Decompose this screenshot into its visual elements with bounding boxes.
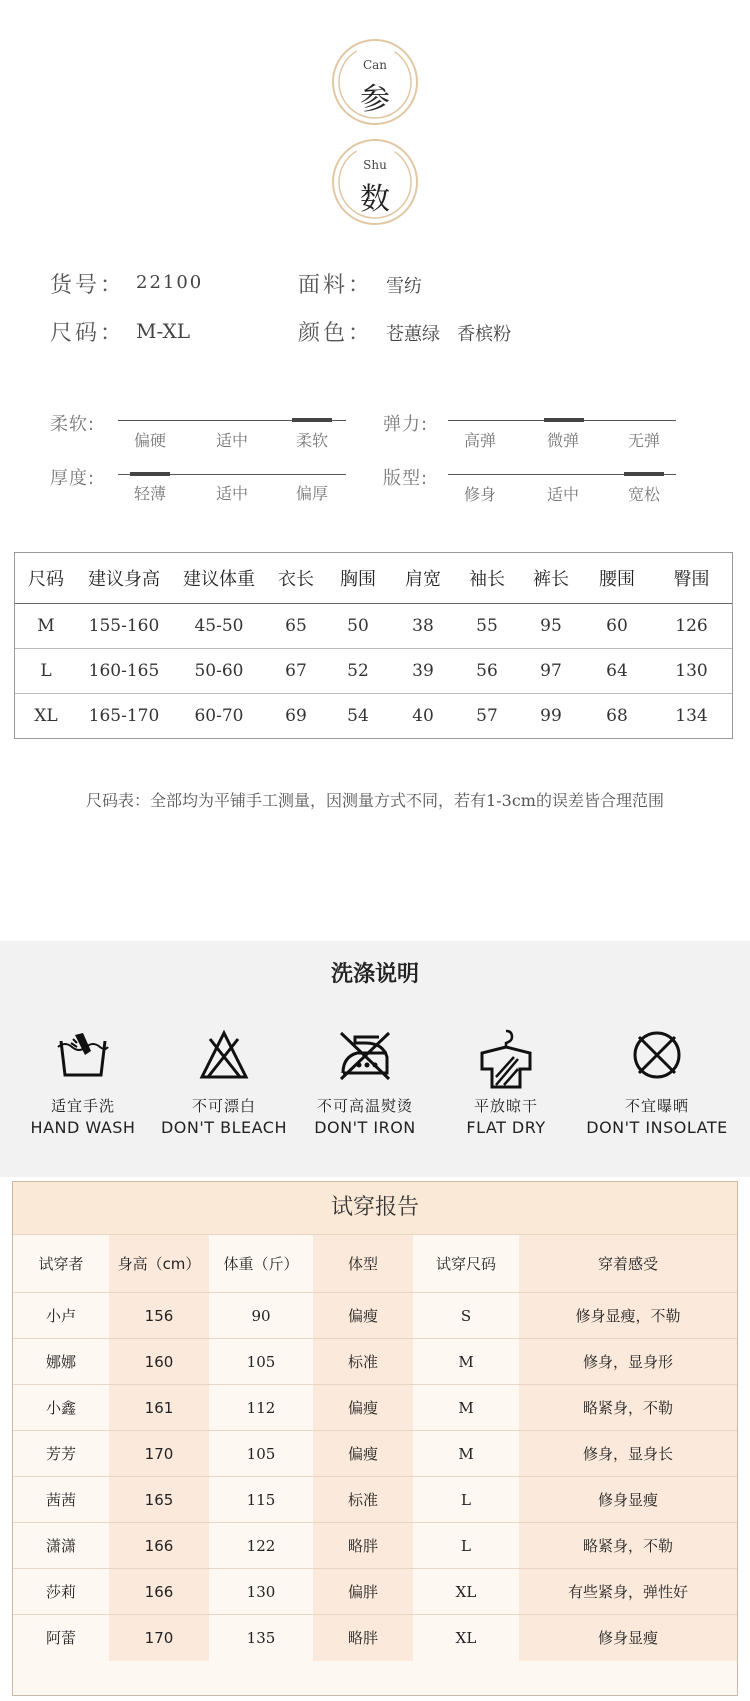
report-cell: 修身，显身长 bbox=[519, 1431, 737, 1477]
report-cell: 122 bbox=[209, 1523, 313, 1569]
fabric-label: 面料： bbox=[298, 273, 374, 298]
wash-zh-hand-wash: 适宜手洗 bbox=[50, 1097, 115, 1115]
size-cell: 97 bbox=[519, 648, 583, 693]
fit-marker bbox=[624, 472, 664, 476]
report-row bbox=[13, 1477, 737, 1523]
report-cell: M bbox=[413, 1339, 519, 1385]
report-header: 体重（斤） bbox=[209, 1235, 313, 1293]
size-header: 肩宽 bbox=[391, 553, 455, 603]
size-cell: 155-160 bbox=[88, 615, 160, 636]
report-cell: 165 bbox=[109, 1477, 209, 1523]
size-cell: 57 bbox=[455, 693, 519, 738]
report-row bbox=[13, 1569, 737, 1615]
badge-can-en: Can bbox=[362, 58, 388, 72]
wash-en-no-bleach: DON'T BLEACH bbox=[160, 1118, 287, 1137]
report-cell: 莎莉 bbox=[13, 1569, 109, 1615]
report-cell: 170 bbox=[109, 1431, 209, 1477]
no-iron-icon bbox=[335, 1029, 395, 1081]
report-cell: M bbox=[413, 1385, 519, 1431]
wash-item-hand-wash bbox=[8, 1029, 158, 1137]
size-cell: 54 bbox=[325, 693, 391, 738]
thickness-option-1: 轻薄 bbox=[133, 484, 166, 503]
report-cell: 小卢 bbox=[13, 1293, 109, 1339]
report-cell: 130 bbox=[209, 1569, 313, 1615]
size-cell: XL bbox=[15, 693, 77, 738]
report-cell: 略胖 bbox=[313, 1615, 413, 1661]
badge-shu-en: Shu bbox=[363, 158, 387, 172]
size-cell: 95 bbox=[540, 615, 562, 636]
report-cell: 略胖 bbox=[313, 1523, 413, 1569]
report-cell: 161 bbox=[109, 1385, 209, 1431]
report-cell: 修身显瘦 bbox=[519, 1477, 737, 1523]
size-header: 建议身高 bbox=[77, 553, 171, 603]
thickness-option-2: 适中 bbox=[215, 484, 248, 503]
size-cell: 50 bbox=[347, 615, 369, 636]
size-cell: 126 bbox=[675, 615, 708, 636]
report-cell: 105 bbox=[209, 1339, 313, 1385]
size-table-row bbox=[15, 603, 732, 648]
size-cell: 38 bbox=[412, 615, 434, 636]
size-cell: 60 bbox=[606, 615, 628, 636]
report-cell: 标准 bbox=[313, 1339, 413, 1385]
size-cell: 130 bbox=[651, 648, 732, 693]
badge-can bbox=[331, 38, 419, 126]
color-label: 颜色： bbox=[298, 321, 374, 346]
report-header: 体型 bbox=[313, 1235, 413, 1293]
hand-wash-icon bbox=[55, 1029, 111, 1081]
size-cell: 55 bbox=[476, 615, 498, 636]
softness-option-1: 偏硬 bbox=[133, 431, 166, 450]
wash-item-flat-dry bbox=[431, 1029, 581, 1137]
report-row bbox=[13, 1339, 737, 1385]
size-cell: 60-70 bbox=[171, 693, 267, 738]
report-cell: 偏瘦 bbox=[313, 1293, 413, 1339]
softness-option-2: 适中 bbox=[215, 431, 248, 450]
report-title: 试穿报告 bbox=[13, 1182, 737, 1234]
softness-option-3: 柔软 bbox=[295, 431, 328, 450]
try-on-report bbox=[12, 1181, 738, 1696]
badge-can-zh: 参 bbox=[360, 82, 390, 117]
elasticity-label: 弹力: bbox=[383, 414, 429, 435]
no-sun-icon bbox=[629, 1029, 685, 1081]
size-cell: 52 bbox=[325, 648, 391, 693]
report-cell: 160 bbox=[109, 1339, 209, 1385]
report-cell: 166 bbox=[109, 1523, 209, 1569]
report-cell: 略紧身，不勒 bbox=[519, 1385, 737, 1431]
report-cell: 茜茜 bbox=[13, 1477, 109, 1523]
elasticity-marker bbox=[544, 418, 584, 422]
size-cell: 45-50 bbox=[194, 615, 244, 636]
size-header: 尺码 bbox=[15, 553, 77, 603]
report-cell: 115 bbox=[209, 1477, 313, 1523]
size-cell: 165-170 bbox=[77, 693, 171, 738]
fit-option-1: 修身 bbox=[463, 485, 496, 504]
elasticity-option-2: 微弹 bbox=[546, 431, 579, 450]
report-cell: 芳芳 bbox=[13, 1431, 109, 1477]
report-header: 试穿尺码 bbox=[413, 1235, 519, 1293]
report-row bbox=[13, 1431, 737, 1477]
wash-zh-no-sun: 不宜曝晒 bbox=[624, 1097, 689, 1115]
size-header: 衣长 bbox=[267, 553, 325, 603]
softness-marker bbox=[292, 418, 332, 422]
wash-en-hand-wash: HAND WASH bbox=[30, 1118, 136, 1137]
size-cell: 68 bbox=[583, 693, 651, 738]
report-cell: 偏胖 bbox=[313, 1569, 413, 1615]
report-cell: 112 bbox=[209, 1385, 313, 1431]
size-header: 裤长 bbox=[519, 553, 583, 603]
report-header: 穿着感受 bbox=[519, 1235, 737, 1293]
size-cell: 69 bbox=[267, 693, 325, 738]
thickness-option-3: 偏厚 bbox=[295, 484, 328, 503]
item-no-value: 22100 bbox=[136, 272, 204, 293]
report-cell: 90 bbox=[209, 1293, 313, 1339]
report-cell: L bbox=[413, 1477, 519, 1523]
size-header: 臀围 bbox=[651, 553, 732, 603]
report-cell: 阿蕾 bbox=[13, 1615, 109, 1661]
elasticity-option-3: 无弹 bbox=[627, 431, 660, 450]
fabric-value: 雪纺 bbox=[386, 276, 422, 297]
size-header: 袖长 bbox=[455, 553, 519, 603]
report-cell: M bbox=[413, 1431, 519, 1477]
report-cell: XL bbox=[413, 1615, 519, 1661]
size-cell: 99 bbox=[519, 693, 583, 738]
size-cell: 67 bbox=[267, 648, 325, 693]
report-header: 试穿者 bbox=[13, 1235, 109, 1293]
size-cell: 160-165 bbox=[77, 648, 171, 693]
fit-label: 版型: bbox=[383, 468, 429, 489]
report-row bbox=[13, 1523, 737, 1569]
size-header: 腰围 bbox=[583, 553, 651, 603]
report-cell: 修身显瘦 bbox=[519, 1615, 737, 1661]
fit-option-3: 宽松 bbox=[627, 485, 660, 504]
thickness-marker bbox=[130, 472, 170, 476]
wash-en-no-iron: DON'T IRON bbox=[314, 1118, 416, 1137]
report-row bbox=[13, 1615, 737, 1661]
wash-en-no-sun: DON'T INSOLATE bbox=[586, 1118, 728, 1137]
size-header: 建议体重 bbox=[171, 553, 267, 603]
report-row bbox=[13, 1293, 737, 1339]
size-note: 尺码表：全部均为平铺手工测量，因测量方式不同，若有1-3cm的误差皆合理范围 bbox=[86, 791, 664, 810]
badge-shu-zh: 数 bbox=[360, 182, 390, 217]
report-cell: 有些紧身，弹性好 bbox=[519, 1569, 737, 1615]
report-cell: 小鑫 bbox=[13, 1385, 109, 1431]
size-cell: M bbox=[37, 615, 55, 636]
report-cell: L bbox=[413, 1523, 519, 1569]
report-cell: 修身显瘦，不勒 bbox=[519, 1293, 737, 1339]
report-cell: XL bbox=[413, 1569, 519, 1615]
wash-zh-no-bleach: 不可漂白 bbox=[191, 1097, 256, 1115]
size-cell: 40 bbox=[391, 693, 455, 738]
size-cell: 65 bbox=[285, 615, 307, 636]
size-table bbox=[14, 552, 733, 739]
report-cell: 标准 bbox=[313, 1477, 413, 1523]
report-cell: 略紧身，不勒 bbox=[519, 1523, 737, 1569]
report-cell: 105 bbox=[209, 1431, 313, 1477]
elasticity-option-1: 高弹 bbox=[463, 431, 496, 450]
thickness-label: 厚度: bbox=[50, 468, 96, 489]
size-table-row bbox=[15, 648, 732, 693]
report-cell: 156 bbox=[109, 1293, 209, 1339]
report-header-row bbox=[13, 1235, 737, 1293]
size-cell: 64 bbox=[583, 648, 651, 693]
wash-item-no-bleach bbox=[149, 1029, 299, 1137]
size-header: 胸围 bbox=[325, 553, 391, 603]
wash-item-no-sun bbox=[572, 1029, 742, 1137]
size-cell: 134 bbox=[651, 693, 732, 738]
report-cell: 170 bbox=[109, 1615, 209, 1661]
wash-zh-no-iron: 不可高温熨烫 bbox=[316, 1097, 413, 1115]
report-cell: 修身，显身形 bbox=[519, 1339, 737, 1385]
size-cell: 50-60 bbox=[171, 648, 267, 693]
size-value: M-XL bbox=[136, 319, 191, 343]
report-cell: 娜娜 bbox=[13, 1339, 109, 1385]
fit-option-2: 适中 bbox=[546, 485, 579, 504]
report-cell: 潇潇 bbox=[13, 1523, 109, 1569]
size-label: 尺码： bbox=[50, 321, 126, 346]
size-table-header bbox=[15, 553, 732, 603]
size-cell: L bbox=[15, 648, 77, 693]
wash-item-no-iron bbox=[290, 1029, 440, 1137]
item-no-label: 货号： bbox=[50, 273, 126, 298]
size-table-row bbox=[15, 693, 732, 738]
wash-zh-flat-dry: 平放晾干 bbox=[473, 1097, 538, 1115]
wash-en-flat-dry: FLAT DRY bbox=[466, 1118, 546, 1137]
report-cell: 135 bbox=[209, 1615, 313, 1661]
report-row bbox=[13, 1385, 737, 1431]
report-header: 身高（cm） bbox=[109, 1235, 209, 1293]
report-cell: 偏瘦 bbox=[313, 1385, 413, 1431]
wash-title: 洗涤说明 bbox=[330, 962, 419, 987]
badge-shu bbox=[331, 138, 419, 226]
color-value: 苍蕙绿 香槟粉 bbox=[386, 324, 512, 345]
report-cell: 166 bbox=[109, 1569, 209, 1615]
report-cell: 偏瘦 bbox=[313, 1431, 413, 1477]
report-cell: S bbox=[413, 1293, 519, 1339]
wash-section bbox=[0, 941, 750, 1177]
no-bleach-icon bbox=[196, 1029, 252, 1081]
flat-dry-icon bbox=[476, 1029, 536, 1089]
size-cell: 39 bbox=[391, 648, 455, 693]
softness-label: 柔软: bbox=[50, 414, 96, 435]
size-cell: 56 bbox=[455, 648, 519, 693]
